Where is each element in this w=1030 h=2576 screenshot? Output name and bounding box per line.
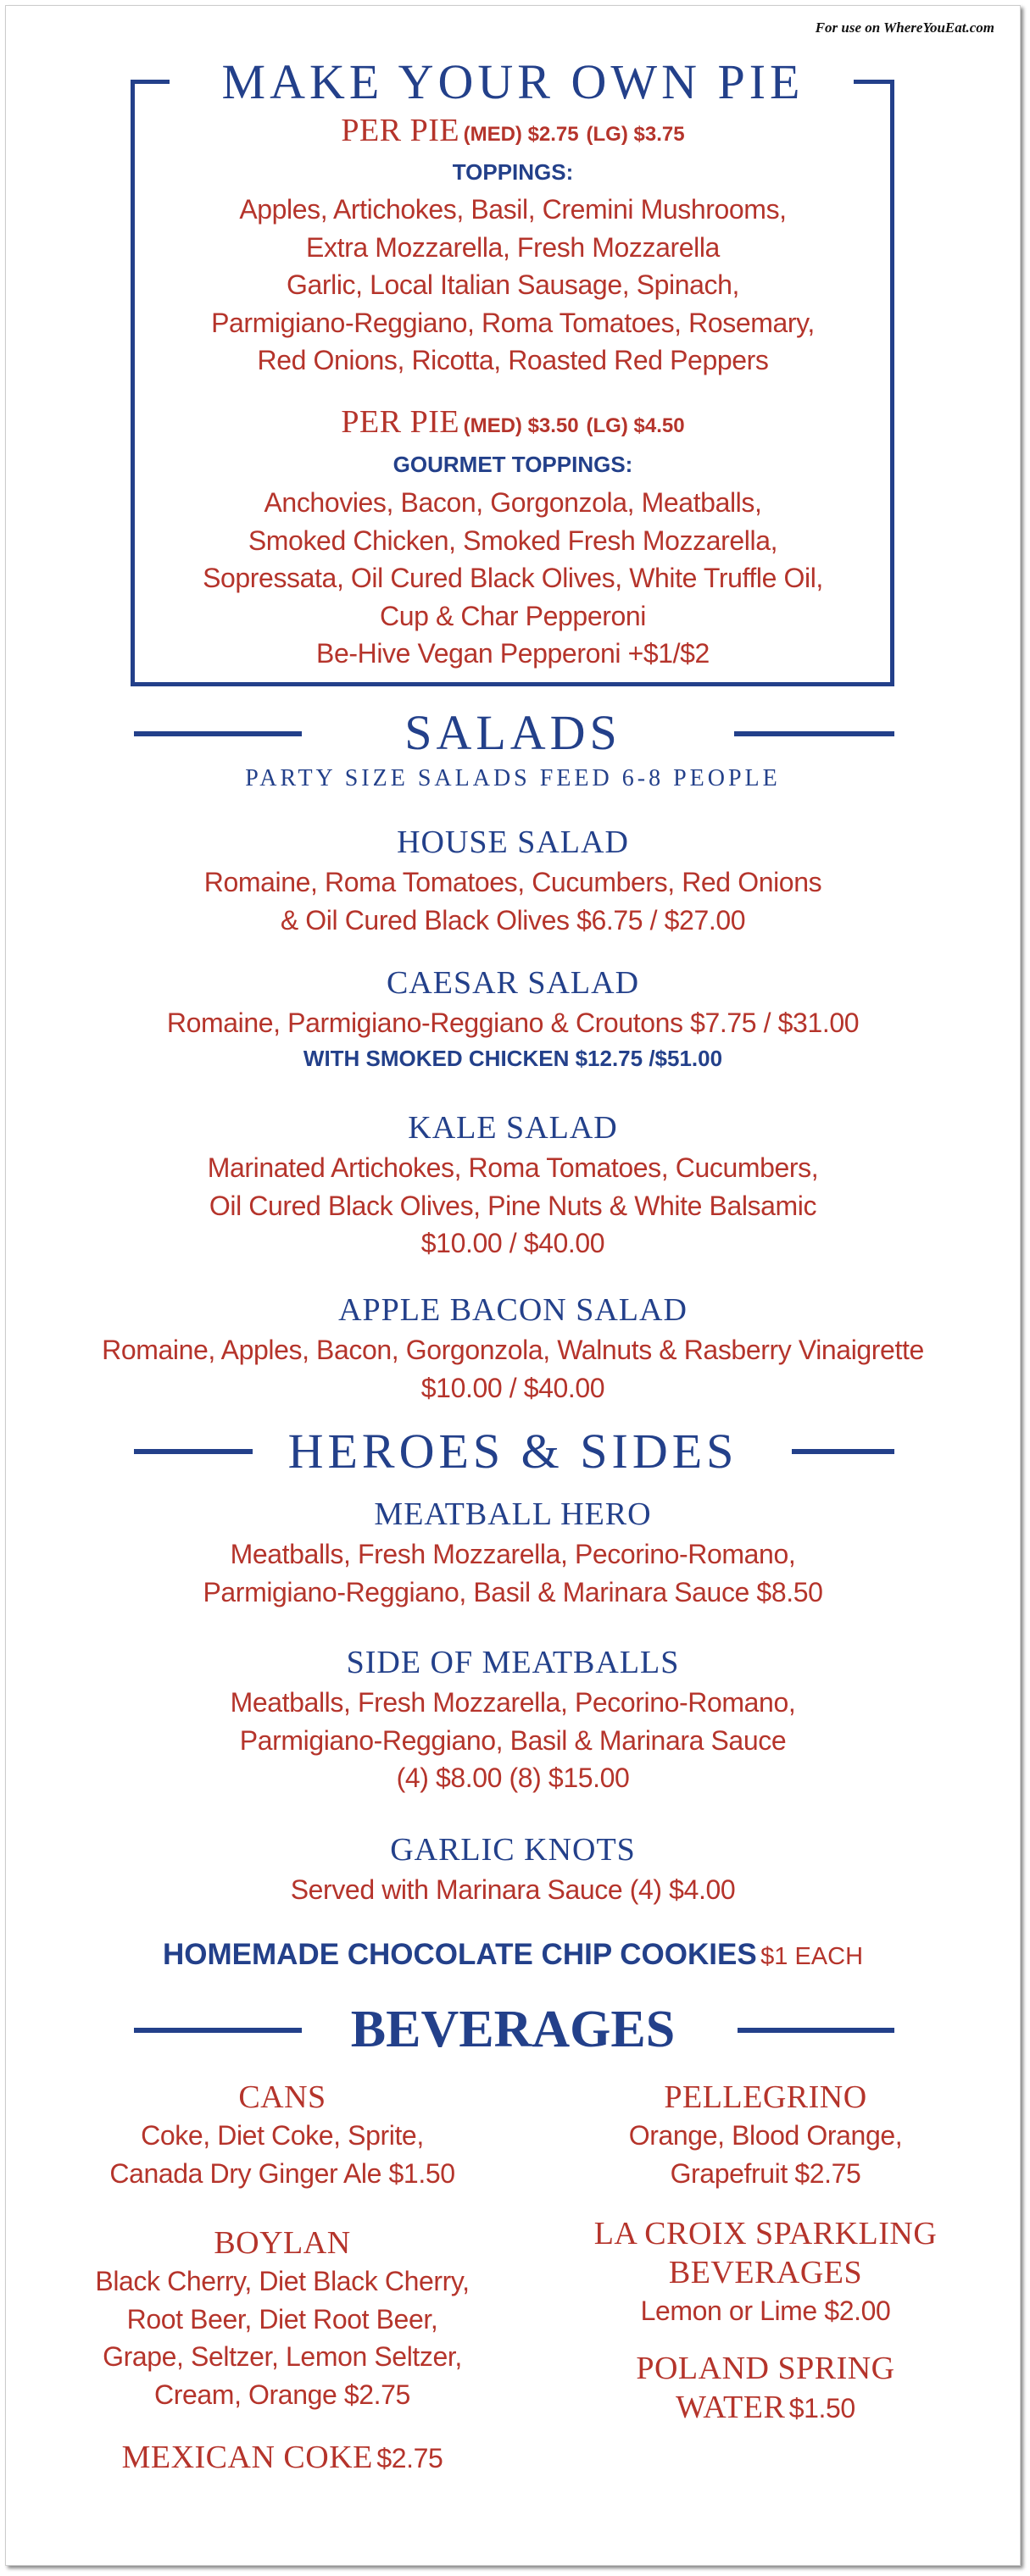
menu-item-boylan: BOYLAN Black Cherry, Diet Black Cherry, Root Beer, Diet Root Beer, Grape, Seltzer, Lemon Seltzer, Cream, Orange $2.75 <box>95 2225 470 2410</box>
menu-page <box>5 5 1021 2566</box>
menu-item-mexican-coke: MEXICAN COKE $2.75 <box>121 2440 443 2475</box>
menu-item-cookies: HOMEMADE CHOCOLATE CHIP COOKIES $1 EACH <box>162 1938 864 1971</box>
menu-item-side-of-meatballs: SIDE OF MEATBALLS Meatballs, Fresh Mozzarella, Pecorino-Romano, Parmigiano-Reggiano, Basil & Marinara Sauce (4) $8.00 (8) $15.00 <box>230 1645 796 1794</box>
gourmet-list: Anchovies, Bacon, Gorgonzola, Meatballs, Smoked Chicken, Smoked Fresh Mozzarella, Sopressata, Oil Cured Black Olives, White Truffle Oil, Cup & Char Pepperoni Be-Hive Vegan Pepperoni +$1/$2 <box>203 487 823 669</box>
menu-item-garlic-knots: GARLIC KNOTS Served with Marinara Sauce (4) $4.00 <box>290 1832 736 1905</box>
beverages-title: BEVERAGES <box>350 2001 676 2058</box>
pie-title: MAKE YOUR OWN PIE <box>221 54 805 109</box>
menu-item-apple-bacon-salad: APPLE BACON SALAD Romaine, Apples, Bacon, Gorgonzola, Walnuts & Rasberry Vinaigrette $10.00 / $40.00 <box>102 1292 924 1403</box>
salads-title: SALADS <box>404 705 621 760</box>
menu-item-caesar-salad: CAESAR SALAD Romaine, Parmigiano-Reggiano & Croutons $7.75 / $31.00 WITH SMOKED CHICKEN $12.75 /$51.00 <box>166 965 860 1071</box>
heroes-title: HEROES & SIDES <box>287 1424 738 1479</box>
watermark: For use on WhereYouEat.com <box>815 19 994 36</box>
pie-price-2: PER PIE (MED) $3.50 (LG) $4.50 <box>341 404 685 440</box>
menu-item-meatball-hero: MEATBALL HERO Meatballs, Fresh Mozzarella, Pecorino-Romano, Parmigiano-Reggiano, Basil & Marinara Sauce $8.50 <box>203 1496 823 1607</box>
gourmet-label: GOURMET TOPPINGS: <box>393 452 633 477</box>
salads-subtitle: PARTY SIZE SALADS FEED 6-8 PEOPLE <box>245 765 781 791</box>
menu-item-poland-spring: POLAND SPRING WATER $1.50 <box>636 2351 895 2425</box>
menu-item-pellegrino: PELLEGRINO Orange, Blood Orange, Grapefruit $2.75 <box>628 2079 903 2189</box>
pie-price-1: PER PIE (MED) $2.75 (LG) $3.75 <box>341 113 685 148</box>
menu-item-house-salad: HOUSE SALAD Romaine, Roma Tomatoes, Cucumbers, Red Onions & Oil Cured Black Olives $6.75 / $27.00 <box>203 824 822 935</box>
menu-item-kale-salad: KALE SALAD Marinated Artichokes, Roma Tomatoes, Cucumbers, Oil Cured Black Olives, Pine Nuts & White Balsamic $10.00 / $40.00 <box>207 1110 819 1259</box>
toppings-list: Apples, Artichokes, Basil, Cremini Mushrooms, Extra Mozzarella, Fresh Mozzarella Garlic, Local Italian Sausage, Spinach, Parmigiano-Reggiano, Roma Tomatoes, Rosemary, Red Onions, Ricotta, Roasted Red Peppers <box>211 194 815 376</box>
toppings-label: TOPPINGS: <box>452 159 574 185</box>
menu-item-cans: CANS Coke, Diet Coke, Sprite, Canada Dry Ginger Ale $1.50 <box>109 2079 455 2189</box>
menu-item-la-croix: LA CROIX SPARKLING BEVERAGES Lemon or Lime $2.00 <box>593 2216 938 2326</box>
